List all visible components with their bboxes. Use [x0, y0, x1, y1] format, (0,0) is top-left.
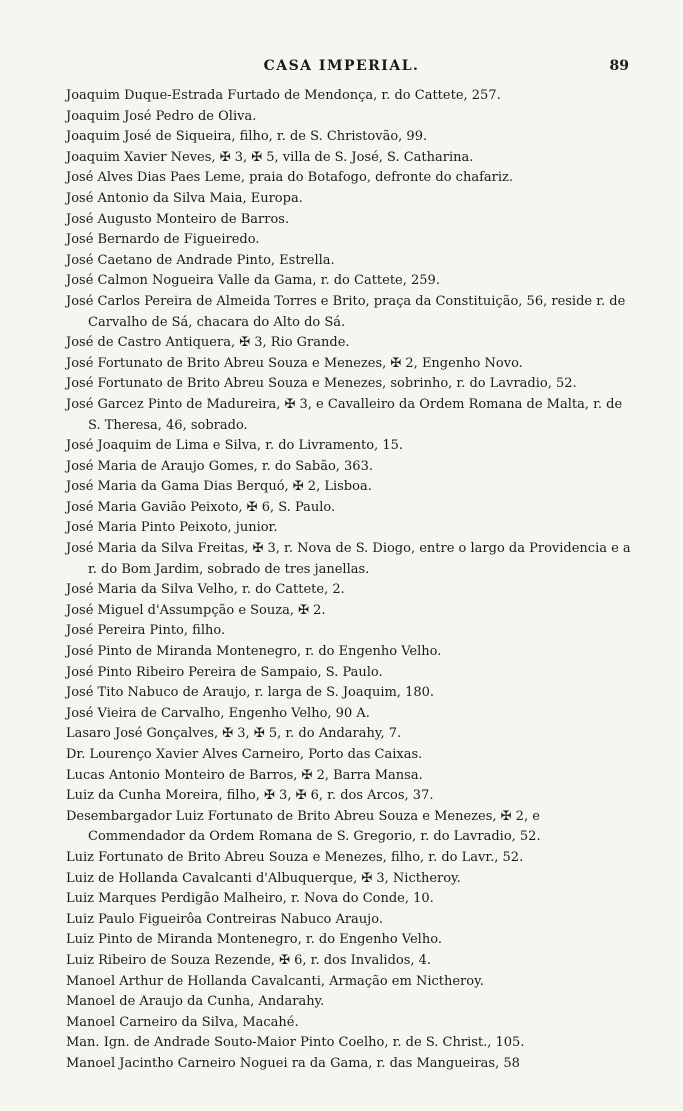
entry: José Carlos Pereira de Almeida Torres e Brito, praça da Constituição, 56, reside r. de Carvalho de Sá, chacara do Alto do Sá. — [66, 293, 626, 330]
entry: José Maria Pinto Peixoto, junior. — [66, 520, 278, 536]
entry: José Pinto de Miranda Montenegro, r. do Engenho Velho. — [66, 644, 442, 660]
entry: Man. Ign. de Andrade Souto-Maior Pinto Coelho, r. de S. Christ., 105. — [66, 1035, 525, 1051]
entry: José Alves Dias Paes Leme, praia do Botafogo, defronte do chafariz. — [66, 170, 513, 186]
entry: Manoel de Araujo da Cunha, Andarahy. — [66, 994, 325, 1010]
entry: Joaquim José de Siqueira, filho, r. de S. Christovão, 99. — [66, 129, 428, 145]
entry: José Caetano de Andrade Pinto, Estrella. — [66, 252, 335, 268]
entry: Luiz Fortunato de Brito Abreu Souza e Menezes, filho, r. do Lavr., 52. — [66, 849, 524, 865]
entry: Manoel Jacintho Carneiro Noguei ra da Gama, r. das Mangueiras, 58 — [66, 1055, 520, 1071]
entry: José Antonio da Silva Maia, Europa. — [66, 190, 303, 206]
entry: José Augusto Monteiro de Barros. — [66, 211, 290, 227]
entry: Luiz Pinto de Miranda Montenegro, r. do Engenho Velho. — [66, 932, 442, 948]
entry: José Maria da Gama Dias Berquó, ✠ 2, Lisboa. — [66, 479, 372, 495]
entry: Lucas Antonio Monteiro de Barros, ✠ 2, Barra Mansa. — [66, 767, 423, 783]
entry: José Tito Nabuco de Araujo, r. larga de S. Joaquim, 180. — [66, 685, 435, 701]
entry: José Joaquim de Lima e Silva, r. do Livramento, 15. — [66, 438, 404, 454]
entry: Luiz Marques Perdigão Malheiro, r. Nova do Conde, 10. — [66, 891, 434, 907]
entry: José Pereira Pinto, filho. — [66, 623, 226, 639]
entry: José Maria da Silva Velho, r. do Cattete, 2. — [66, 582, 345, 598]
page-number: 89 — [609, 58, 629, 74]
entry: Lasaro José Gonçalves, ✠ 3, ✠ 5, r. do Andarahy, 7. — [66, 726, 402, 742]
entry: Joaquim Duque-Estrada Furtado de Mendonça, r. do Cattete, 257. — [66, 88, 501, 103]
entry: Joaquim José Pedro de Oliva. — [66, 108, 257, 124]
entry: José Vieira de Carvalho, Engenho Velho, 90 A. — [66, 705, 370, 721]
entry: Luiz da Cunha Moreira, filho, ✠ 3, ✠ 6, r. dos Arcos, 37. — [66, 788, 434, 804]
entry: Manoel Carneiro da Silva, Macahé. — [66, 1014, 299, 1030]
entry: Desembargador Luiz Fortunato de Brito Abreu Souza e Menezes, ✠ 2, e Commendador da Ordem Romana de S. Gregorio, r. do Lavradio, 52. — [66, 808, 541, 845]
entry: Luiz de Hollanda Cavalcanti d'Albuquerque, ✠ 3, Nictheroy. — [66, 870, 461, 886]
entry: Luiz Ribeiro de Souza Rezende, ✠ 6, r. dos Invalidos, 4. — [66, 952, 432, 968]
entry: José de Castro Antiquera, ✠ 3, Rio Grande. — [66, 335, 350, 351]
entry: Luiz Paulo Figueirôa Contreiras Nabuco Araujo. — [66, 911, 383, 927]
page-header — [0, 58, 683, 80]
entry: José Bernardo de Figueiredo. — [66, 232, 260, 248]
entry: José Fortunato de Brito Abreu Souza e Menezes, sobrinho, r. do Lavradio, 52. — [66, 376, 577, 392]
entry: Joaquim Xavier Neves, ✠ 3, ✠ 5, villa de S. José, S. Catharina. — [66, 149, 474, 165]
entry: Dr. Lourenço Xavier Alves Carneiro, Porto das Caixas. — [66, 747, 423, 762]
page-title: CASA IMPERIAL. — [263, 58, 420, 74]
entry: José Calmon Nogueira Valle da Gama, r. do Cattete, 259. — [66, 273, 440, 289]
entry: José Miguel d'Assumpção e Souza, ✠ 2. — [66, 602, 326, 618]
entry: José Garcez Pinto de Madureira, ✠ 3, e Cavalleiro da Ordem Romana de Malta, r. de S. Theresa, 46, sobrado. — [66, 396, 623, 433]
entry: José Maria de Araujo Gomes, r. do Sabão, 363. — [66, 458, 373, 474]
entry: José Maria Gavião Peixoto, ✠ 6, S. Paulo. — [66, 499, 336, 515]
entry: José Pinto Ribeiro Pereira de Sampaio, S. Paulo. — [66, 664, 383, 680]
entry: Manoel Arthur de Hollanda Cavalcanti, Armação em Nictheroy. — [66, 973, 484, 989]
entry: José Maria da Silva Freitas, ✠ 3, r. Nova de S. Diogo, entre o largo da Providencia e a r. do Bom Jardim, sobrado de tres janellas. — [66, 541, 631, 577]
entries-list — [66, 86, 638, 1075]
entry: José Fortunato de Brito Abreu Souza e Menezes, ✠ 2, Engenho Novo. — [66, 355, 523, 371]
